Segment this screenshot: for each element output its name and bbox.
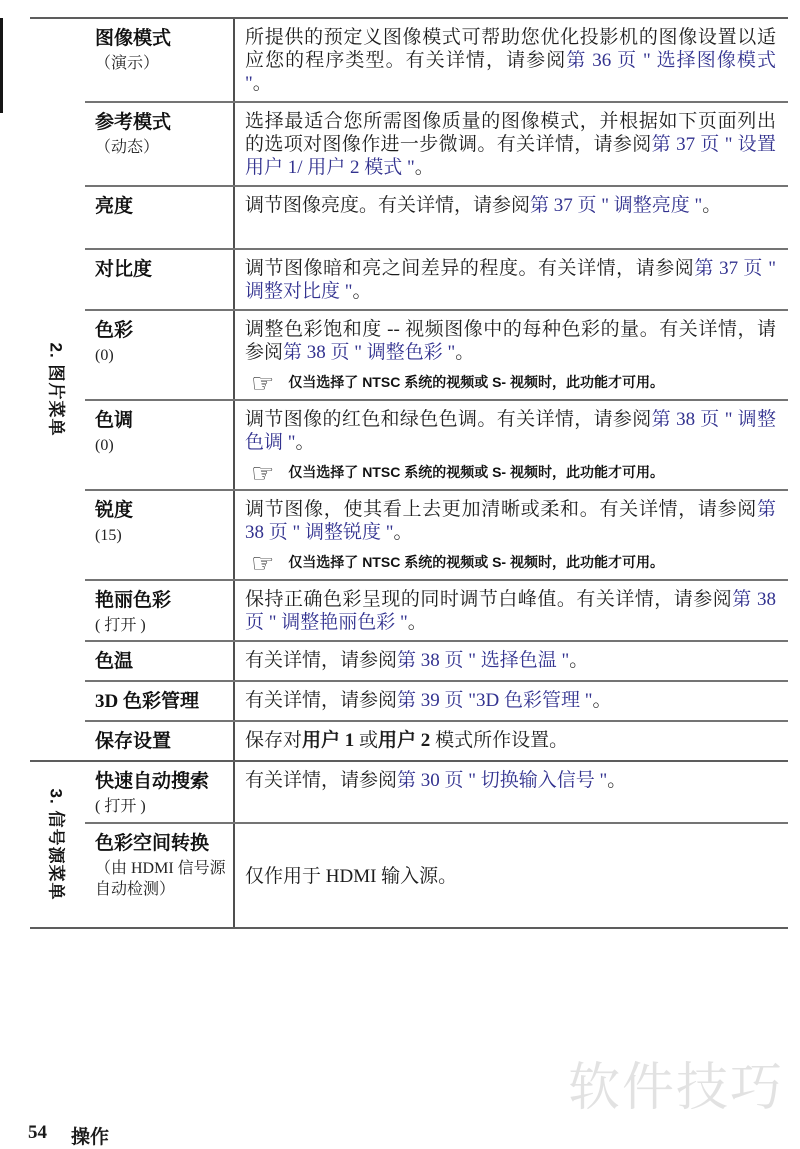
pointing-hand-icon: ☞ — [251, 459, 275, 489]
description-segment: 。 — [352, 281, 372, 302]
menu-item-label: 图像模式 — [95, 28, 172, 49]
menu-item-label: 快速自动搜索 — [95, 771, 210, 792]
menu-item-default-value: ( 打开 ) — [95, 617, 146, 634]
table-row — [85, 248, 788, 309]
description-cell — [235, 762, 788, 822]
description-text — [245, 865, 776, 888]
table-row — [85, 640, 788, 680]
description-segment: 保存对 — [245, 730, 303, 751]
description-cell — [235, 250, 788, 309]
page-reference-link[interactable]: 第 37 页 " 调整对比度 " — [245, 258, 776, 302]
note-text: 仅当选择了 NTSC 系统的视频或 S- 视频时，此功能才可用。 — [288, 554, 664, 570]
description-segment: 。 — [455, 342, 475, 363]
description-segment: 调节图像暗和亮之间差异的程度。有关详情，请参阅 — [245, 258, 695, 279]
page-reference-link[interactable]: 第 38 页 " 调整色调 " — [245, 409, 776, 453]
description-cell — [235, 491, 788, 579]
description-segment: 。 — [407, 612, 427, 633]
description-segment: 。 — [569, 650, 589, 671]
description-segment: 调节图像的红色和绿色色调。有关详情，请参阅 — [245, 409, 652, 430]
description-text — [245, 649, 776, 672]
description-segment: 或 — [354, 730, 379, 751]
menu-item-cell — [85, 682, 235, 720]
section-rows — [85, 19, 788, 760]
menu-item-cell — [85, 19, 235, 101]
footer-page-number: 54 — [28, 1122, 47, 1143]
menu-item-cell — [85, 250, 235, 309]
description-text — [245, 729, 776, 752]
section-rows — [85, 762, 788, 927]
description-cell — [235, 187, 788, 248]
description-segment: 。 — [295, 432, 315, 453]
table-row — [85, 101, 788, 185]
description-text — [245, 769, 776, 792]
description-cell — [235, 401, 788, 489]
table-row — [85, 720, 788, 760]
settings-table — [30, 17, 788, 929]
menu-item-default-value: (0) — [95, 347, 114, 364]
emphasized-text: 用户 2 — [378, 730, 431, 751]
table-row — [85, 762, 788, 822]
description-segment: 仅作用于 HDMI 输入源。 — [245, 865, 458, 887]
table-row — [85, 822, 788, 927]
description-cell — [235, 103, 788, 185]
description-segment: 。 — [414, 157, 434, 178]
menu-item-cell — [85, 581, 235, 640]
section-label: 3. 信号源菜单 — [46, 788, 65, 901]
watermark: 软件技巧 — [568, 1059, 785, 1117]
page-reference-link[interactable]: 第 38 页 " 调整锐度 " — [245, 499, 776, 543]
description-cell — [235, 19, 788, 101]
menu-item-label: 3D 色彩管理 — [95, 691, 199, 712]
menu-item-cell — [85, 722, 235, 760]
description-segment: 保持正确色彩呈现的同时调节白峰值。有关详情，请参阅 — [245, 589, 733, 610]
table-row — [85, 399, 788, 489]
menu-item-cell — [85, 491, 235, 579]
page-reference-link[interactable]: 第 38 页 " 调整艳丽色彩 " — [245, 589, 776, 633]
description-segment: 有关详情，请参阅 — [245, 770, 398, 791]
description-cell — [235, 722, 788, 760]
menu-item-default-value: ( 打开 ) — [95, 798, 146, 815]
menu-item-default-value: (0) — [95, 437, 114, 454]
menu-item-label: 色彩空间转换 — [95, 833, 210, 854]
description-cell — [235, 581, 788, 640]
menu-item-cell — [85, 187, 235, 248]
menu-item-label: 色调 — [95, 410, 134, 431]
menu-item-cell — [85, 401, 235, 489]
menu-item-default-value: （演示） — [95, 55, 160, 72]
description-segment: 。 — [252, 73, 272, 94]
section-label: 2. 图片菜单 — [46, 342, 65, 437]
description-segment: 有关详情，请参阅 — [245, 650, 398, 671]
description-text — [245, 588, 776, 634]
menu-item-label: 锐度 — [95, 500, 134, 521]
description-text — [245, 26, 776, 95]
menu-item-label: 保存设置 — [95, 731, 172, 752]
table-row — [85, 309, 788, 399]
menu-item-default-value: (15) — [95, 527, 122, 544]
menu-section — [30, 19, 788, 760]
page-reference-link[interactable]: 第 39 页 "3D 色彩管理 " — [397, 690, 593, 711]
menu-item-cell — [85, 103, 235, 185]
table-row — [85, 185, 788, 248]
description-text — [245, 408, 776, 454]
note-text: 仅当选择了 NTSC 系统的视频或 S- 视频时，此功能才可用。 — [288, 374, 664, 390]
description-segment: 有关详情，请参阅 — [245, 690, 398, 711]
description-segment: 调整色彩饱和度 -- 视频图像中的每种色彩的量。有关详情，请参阅 — [245, 319, 776, 363]
emphasized-text: 用户 1 — [302, 730, 355, 751]
menu-item-label: 色彩 — [95, 320, 134, 341]
description-segment: 。 — [702, 195, 722, 216]
menu-item-label: 艳丽色彩 — [95, 590, 172, 611]
page-reference-link[interactable]: 第 37 页 " 调整亮度 " — [530, 195, 703, 216]
note — [245, 549, 776, 579]
note — [245, 369, 776, 399]
scan-edge-artifact — [0, 18, 3, 113]
description-segment: 。 — [393, 522, 413, 543]
section-label-column — [30, 19, 85, 760]
menu-item-cell — [85, 762, 235, 822]
menu-item-cell — [85, 824, 235, 927]
menu-item-default-value: （由 HDMI 信号源自动检测） — [95, 860, 226, 898]
description-segment: 所提供的预定义图像模式可帮助您优化投影机的图像设置以适应您的程序类型。有关详情，请参阅 — [245, 27, 776, 71]
description-text — [245, 318, 776, 364]
page-reference-link[interactable]: 第 38 页 " 调整色彩 " — [283, 342, 456, 363]
page-reference-link[interactable]: 第 38 页 " 选择色温 " — [397, 650, 570, 671]
description-cell — [235, 642, 788, 680]
menu-item-cell — [85, 311, 235, 399]
description-segment: 模式所作设置。 — [430, 730, 569, 751]
page-reference-link[interactable]: 第 37 页 " 设置用户 1/ 用户 2 模式 " — [245, 134, 776, 178]
menu-item-label: 亮度 — [95, 196, 134, 217]
description-segment: 。 — [607, 770, 627, 791]
page-footer — [28, 1122, 109, 1149]
description-text — [245, 194, 776, 217]
menu-item-default-value: （动态） — [95, 139, 160, 156]
menu-item-label: 色温 — [95, 651, 134, 672]
page-reference-link[interactable]: 第 36 页 " 选择图像模式 " — [245, 50, 776, 94]
table-row — [85, 579, 788, 640]
description-cell — [235, 682, 788, 720]
description-segment: 调节图像，使其看上去更加清晰或柔和。有关详情，请参阅 — [245, 499, 757, 520]
description-text — [245, 110, 776, 179]
menu-item-cell — [85, 642, 235, 680]
note-text: 仅当选择了 NTSC 系统的视频或 S- 视频时，此功能才可用。 — [288, 464, 664, 480]
description-segment: 。 — [592, 690, 612, 711]
description-text — [245, 257, 776, 303]
description-cell — [235, 824, 788, 927]
pointing-hand-icon: ☞ — [251, 549, 275, 579]
table-row — [85, 19, 788, 101]
table-row — [85, 489, 788, 579]
description-segment: 调节图像亮度。有关详情，请参阅 — [245, 195, 531, 216]
footer-section-title: 操作 — [71, 1127, 110, 1148]
menu-item-label: 对比度 — [95, 259, 153, 280]
description-segment: 选择最适合您所需图像质量的图像模式，并根据如下页面列出的选项对图像作进一步微调。有关详情，请参阅 — [245, 111, 776, 155]
table-row — [85, 680, 788, 720]
page-reference-link[interactable]: 第 30 页 " 切换输入信号 " — [397, 770, 608, 791]
pointing-hand-icon: ☞ — [251, 369, 275, 399]
description-cell — [235, 311, 788, 399]
description-text — [245, 498, 776, 544]
section-label-column — [30, 762, 85, 927]
menu-item-label: 参考模式 — [95, 112, 172, 133]
note — [245, 459, 776, 489]
description-text — [245, 689, 776, 712]
menu-section — [30, 760, 788, 927]
